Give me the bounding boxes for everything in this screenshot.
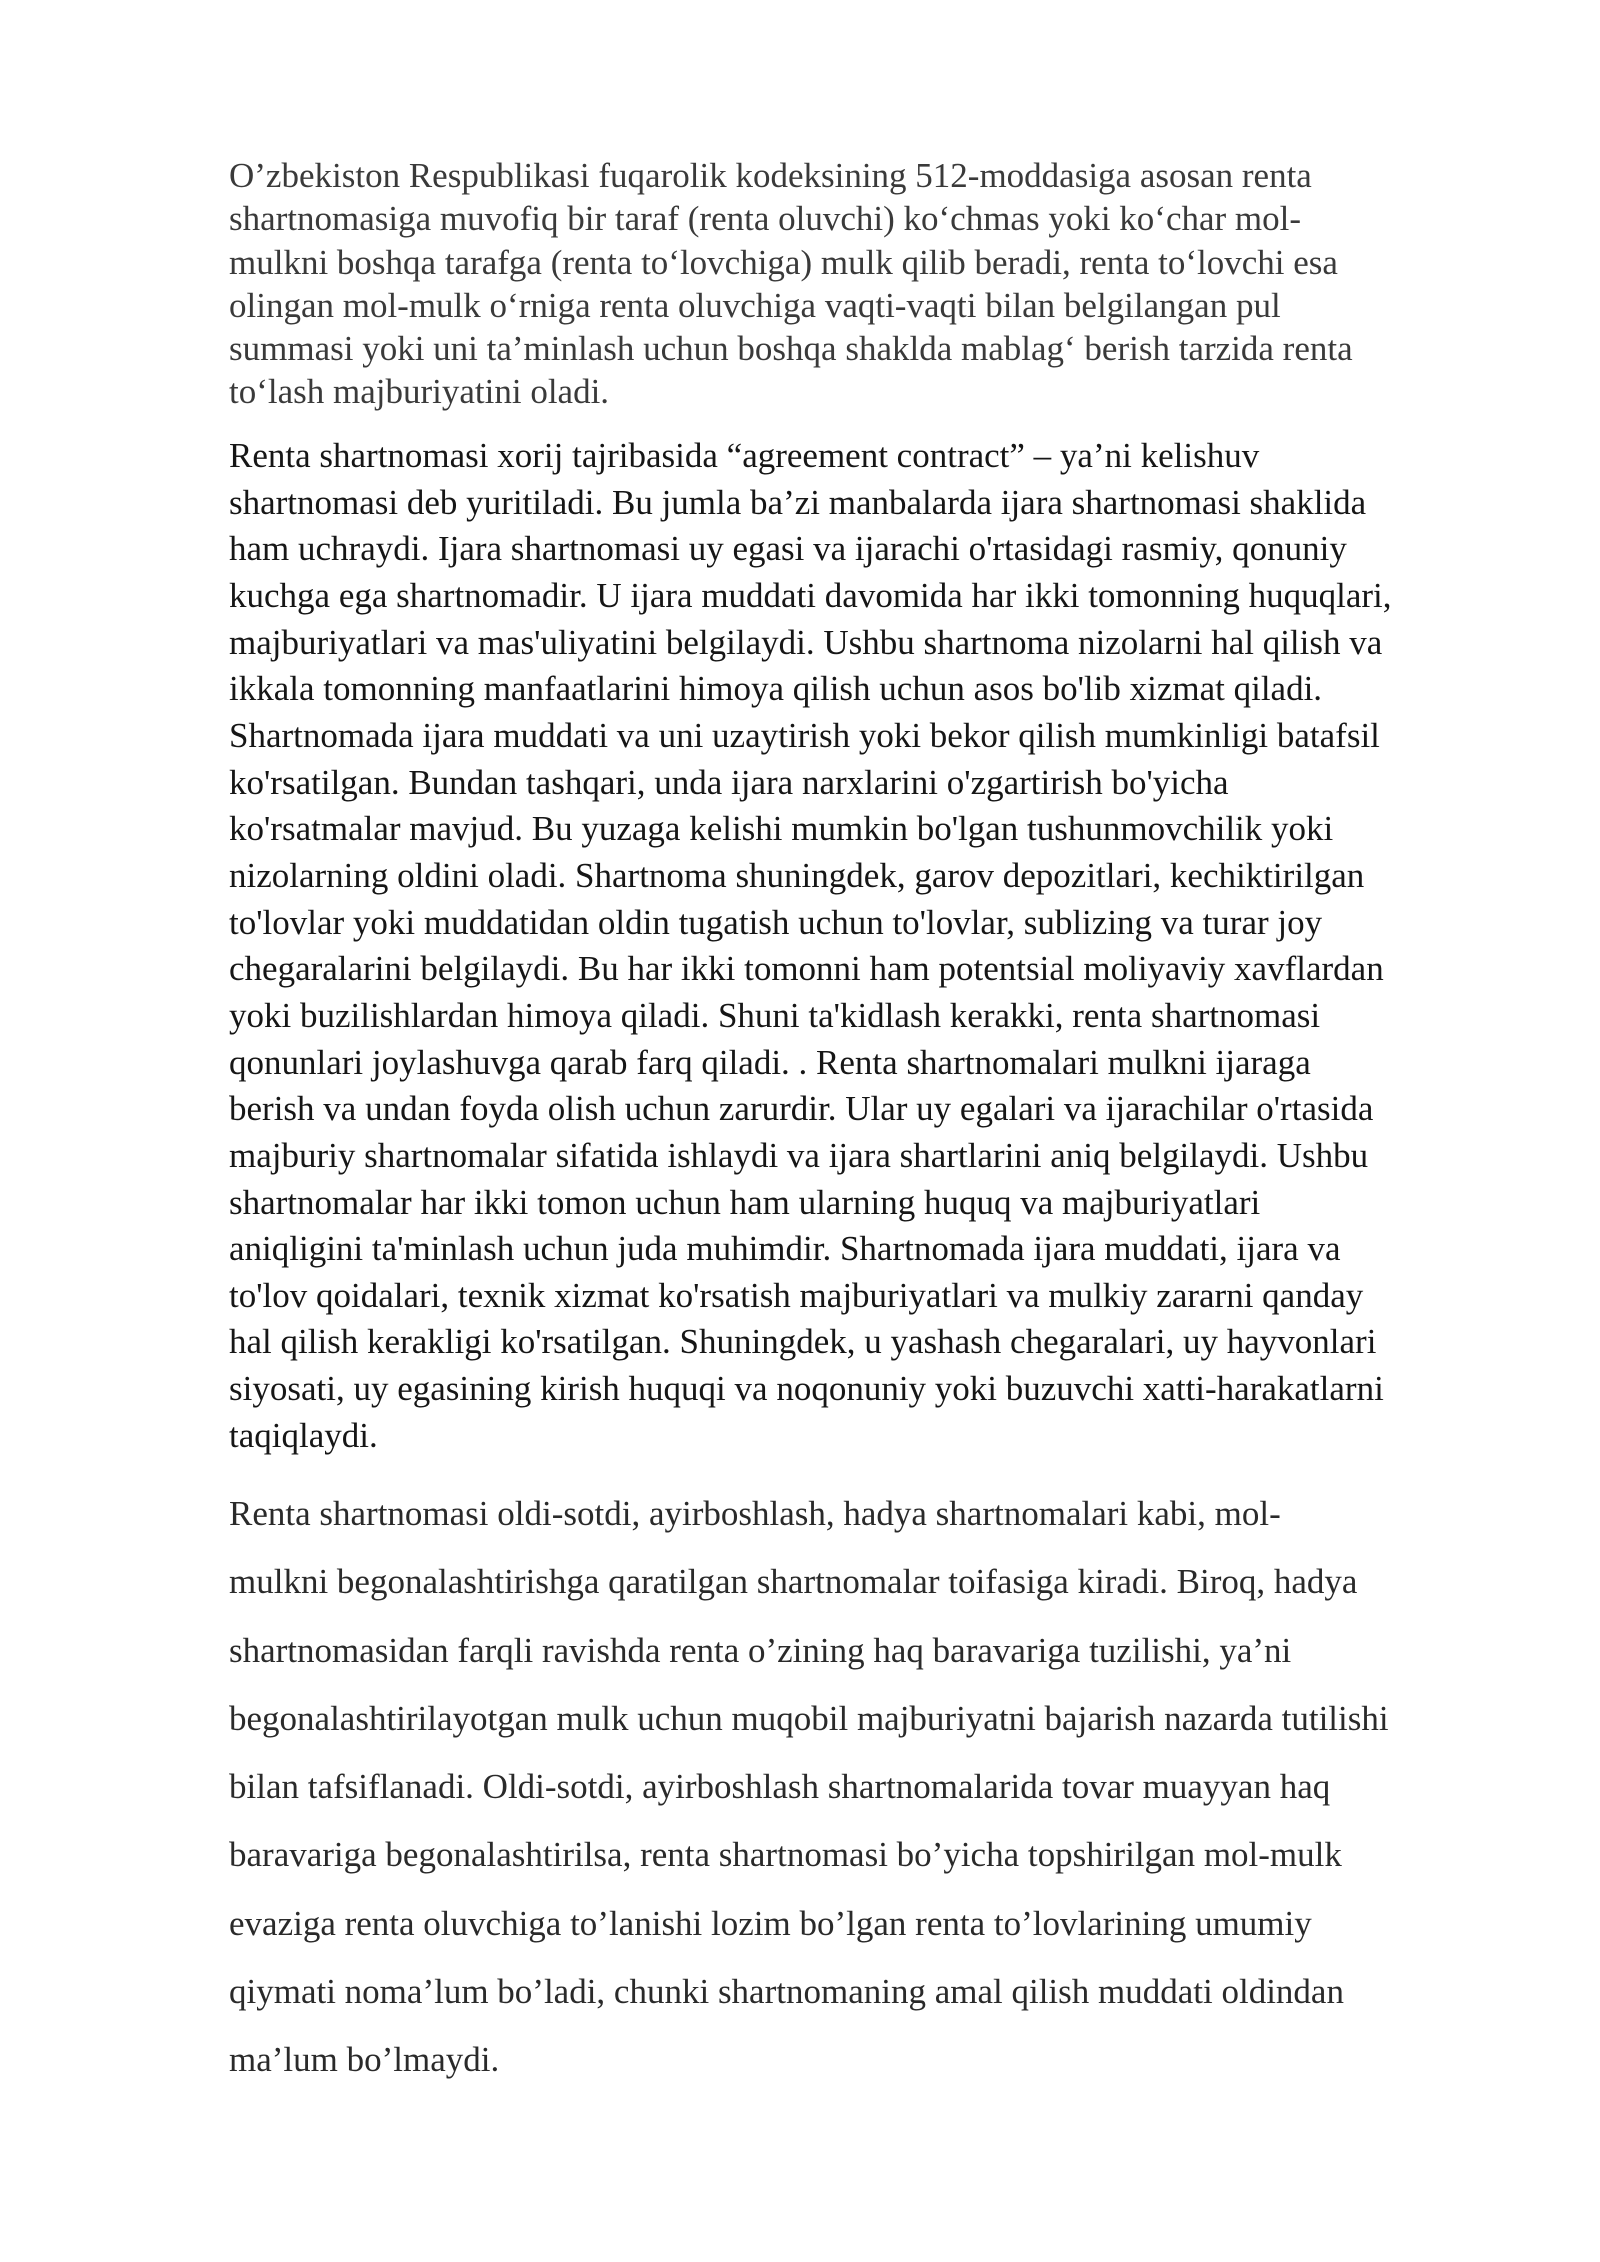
paragraph-1 (229, 154, 1479, 414)
paragraph-line: siyosati, uy egasining kirish huquqi va noqonuniy yoki buzuvchi xatti-harakatlarni (229, 1369, 1384, 1409)
paragraph-line: to'lovlar yoki muddatidan oldin tugatish uchun to'lovlar, sublizing va turar joy (229, 902, 1323, 942)
paragraph-line: aniqligini ta'minlash uchun juda muhimdir. Shartnomada ijara muddati, ijara va (229, 1229, 1341, 1269)
paragraph-line: shartnomasiga muvofiq bir taraf (renta oluvchi) ko‘chmas yoki ko‘char mol- (229, 199, 1302, 239)
paragraph-line: baravariga begonalashtirilsa, renta shartnomasi bo’yicha topshirilgan mol-mulk (229, 1835, 1342, 1875)
paragraph-line: O’zbekiston Respublikasi fuqarolik kodeksining 512-moddasiga asosan renta (229, 156, 1312, 195)
paragraph-line: shartnomasidan farqli ravishda renta o’zining haq baravariga tuzilishi, ya’ni (229, 1630, 1292, 1670)
paragraph-line: nizolarning oldini oladi. Shartnoma shuningdek, garov depozitlari, kechiktirilgan (229, 855, 1365, 895)
paragraph-line: majburiy shartnomalar sifatida ishlaydi va ijara shartlarini aniq belgilaydi. Ushbu (229, 1135, 1369, 1175)
paragraph-line: mulkni begonalashtirishga qaratilgan shartnomalar toifasiga kiradi. Biroq, hadya (229, 1562, 1358, 1602)
paragraph-line: Renta shartnomasi oldi-sotdi, ayirboshlash, hadya shartnomalari kabi, mol- (229, 1494, 1281, 1533)
paragraph-3 (229, 1480, 1479, 2095)
paragraph-line: shartnomasi deb yuritiladi. Bu jumla ba’zi manbalarda ijara shartnomasi shaklida (229, 482, 1367, 522)
paragraph-line: ma’lum bo’lmaydi. (229, 2040, 500, 2080)
paragraph-line: olingan mol-mulk o‘rniga renta oluvchiga vaqti-vaqti bilan belgilangan pul (229, 285, 1281, 325)
paragraph-line: to'lov qoidalari, texnik xizmat ko'rsatish majburiyatlari va mulkiy zararni qanday (229, 1275, 1364, 1315)
paragraph-line: majburiyatlari va mas'uliyatini belgilaydi. Ushbu shartnoma nizolarni hal qilish va (229, 622, 1383, 662)
paragraph-line: to‘lash majburiyatini oladi. (229, 372, 610, 412)
paragraph-line: ham uchraydi. Ijara shartnomasi uy egasi va ijarachi o'rtasidagi rasmiy, qonuniy (229, 529, 1347, 569)
paragraph-line: qonunlari joylashuvga qarab farq qiladi. . Renta shartnomalari mulkni ijaraga (229, 1042, 1311, 1082)
paragraph-line: taqiqlaydi. (229, 1415, 378, 1455)
paragraph-line: berish va undan foyda olish uchun zarurdir. Ular uy egalari va ijarachilar o'rtasida (229, 1089, 1374, 1129)
paragraph-line: summasi yoki uni ta’minlash uchun boshqa shaklda mablag‘ berish tarzida renta (229, 329, 1353, 369)
paragraph-line: chegaralarini belgilaydi. Bu har ikki tomonni ham potentsial moliyaviy xavflardan (229, 949, 1384, 989)
paragraph-line: yoki buzilishlardan himoya qiladi. Shuni ta'kidlash kerakki, renta shartnomasi (229, 995, 1321, 1035)
paragraph-line: mulkni boshqa tarafga (renta to‘lovchiga) mulk qilib beradi, renta to‘lovchi esa (229, 242, 1338, 282)
paragraph-line: evaziga renta oluvchiga to’lanishi lozim bo’lgan renta to’lovlarining umumiy (229, 1903, 1312, 1943)
paragraph-line: kuchga ega shartnomadir. U ijara muddati davomida har ikki tomonning huquqlari, (229, 575, 1392, 615)
paragraph-line: begonalashtirilayotgan mulk uchun muqobil majburiyatni bajarish nazarda tutilishi (229, 1698, 1389, 1738)
paragraph-line: bilan tafsiflanadi. Oldi-sotdi, ayirboshlash shartnomalarida tovar muayyan haq (229, 1767, 1331, 1807)
paragraph-line: ikkala tomonning manfaatlarini himoya qilish uchun asos bo'lib xizmat qiladi. (229, 669, 1323, 709)
paragraph-line: ko'rsatmalar mavjud. Bu yuzaga kelishi mumkin bo'lgan tushunmovchilik yoki (229, 809, 1334, 849)
paragraph-line: ko'rsatilgan. Bundan tashqari, unda ijara narxlarini o'zgartirish bo'yicha (229, 762, 1229, 802)
paragraph-line: qiymati noma’lum bo’ladi, chunki shartnomaning amal qilish muddati oldindan (229, 1972, 1344, 2012)
paragraph-line: hal qilish kerakligi ko'rsatilgan. Shuningdek, u yashash chegaralari, uy hayvonlari (229, 1322, 1377, 1362)
paragraph-line: Renta shartnomasi xorij tajribasida “agreement contract” – ya’ni kelishuv (229, 436, 1260, 475)
paragraph-line: shartnomalar har ikki tomon uchun ham ularning huquq va majburiyatlari (229, 1182, 1261, 1222)
paragraph-2 (229, 433, 1479, 1459)
paragraph-line: Shartnomada ijara muddati va uni uzaytirish yoki bekor qilish mumkinligi batafsil (229, 715, 1380, 755)
